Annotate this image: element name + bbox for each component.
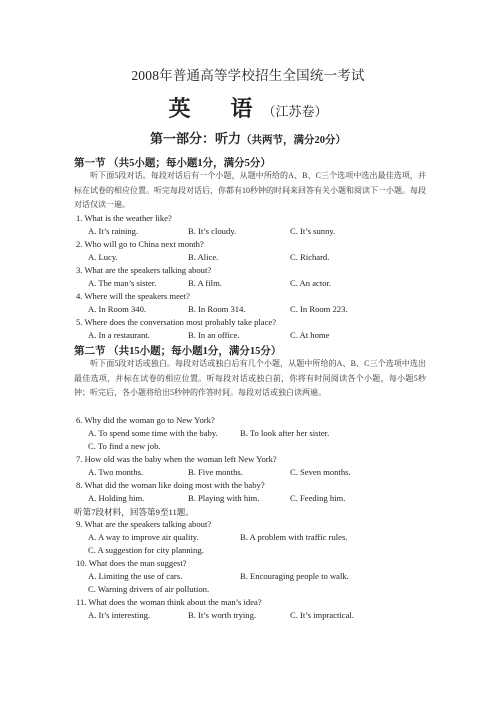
q4-option-b: B. In Room 314. — [188, 304, 246, 314]
q7-option-a: A. Two months. — [88, 467, 144, 477]
material-7-note: 听第7段材料，回答第9至11题。 — [74, 507, 194, 517]
question-3: 3. What are the speakers talking about? — [76, 265, 212, 275]
region-label: （江苏卷） — [262, 104, 328, 119]
q6-option-b: B. To look after her sister. — [240, 428, 330, 438]
q2-option-c: C. Richard. — [290, 252, 330, 262]
q5-option-a: A. In a restaurant. — [88, 330, 150, 340]
q8-option-c: C. Feeding him. — [290, 493, 346, 503]
q8-option-b: B. Playing with him. — [188, 493, 260, 503]
q10-option-c: C. Warning drivers of air pollution. — [88, 584, 210, 594]
q5-option-c: C. At home — [290, 330, 330, 340]
question-5: 5. Where does the conversation most probably take place? — [76, 317, 277, 327]
q11-option-c: C. It’s impractical. — [290, 610, 354, 620]
part-title-main: 第一部分：听力 — [149, 131, 241, 146]
q7-option-c: C. Seven months. — [290, 467, 351, 477]
q8-option-a: A. Holding him. — [88, 493, 145, 503]
question-10: 10. What does the man suggest? — [76, 558, 187, 568]
q6-option-a: A. To spend some time with the baby. — [88, 428, 218, 438]
q1-option-c: C. It’s sunny. — [290, 226, 336, 236]
section1-heading: 第一节 （共5小题；每小题1分，满分5分） — [74, 158, 271, 169]
question-8: 8. What did the woman like doing most with the baby? — [76, 480, 265, 490]
question-2: 2. Who will go to China next month? — [76, 239, 204, 249]
q3-option-b: B. A film. — [188, 278, 222, 288]
q2-option-b: B. Alice. — [188, 252, 219, 262]
q9-option-a: A. A way to improve air quality. — [88, 532, 199, 542]
q4-option-c: C. In Room 223. — [290, 304, 348, 314]
question-9: 9. What are the speakers talking about? — [76, 519, 212, 529]
q9-option-c: C. A suggestion for city planning. — [88, 545, 204, 555]
question-11: 11. What does the woman think about the man’s idea? — [76, 597, 262, 607]
q3-option-c: C. An actor. — [290, 278, 332, 288]
section2-instructions: 听下面5段对话或独白。每段对话或独白后有几个小题，从题中所给的A、B、C三个选项中选出最佳选项，并标在试卷的相应位置。听每段对话或独白前，你将有时间阅读各个小题，每小题5秒钟；听完后，各小题将给出5秒钟的作答时间。每段对话或独白读两遍。 — [74, 359, 426, 398]
q7-option-b: B. Five months. — [188, 467, 243, 477]
question-1: 1. What is the weather like? — [76, 213, 172, 223]
q2-option-a: A. Lucy. — [88, 252, 118, 262]
subject-char-1: 英 — [168, 96, 191, 121]
q9-option-b: B. A problem with traffic rules. — [240, 532, 348, 542]
q10-option-b: B. Encouraging people to walk. — [240, 571, 349, 581]
q4-option-a: A. In Room 340. — [88, 304, 147, 314]
question-6: 6. Why did the woman go to New York? — [76, 415, 215, 425]
question-4: 4. Where will the speakers meet? — [76, 291, 190, 301]
q1-option-a: A. It’s raining. — [88, 226, 139, 236]
q3-option-a: A. The man’s sister. — [88, 278, 157, 288]
q11-option-a: A. It’s interesting. — [88, 610, 151, 620]
section2-heading: 第二节 （共15小题；每小题1分，满分15分） — [74, 346, 282, 357]
q11-option-b: B. It’s worth trying. — [188, 610, 257, 620]
section1-instructions: 听下面5段对话。每段对话后有一个小题，从题中所给的A、B、C三个选项中选出最佳选项，并标在试卷的相应位置。听完每段对话后，你都有10秒钟的时间来回答有关小题和阅读下一小题。每段对话仅读一遍。 — [74, 171, 426, 210]
subject-heading — [0, 92, 496, 123]
part-title — [0, 128, 496, 147]
exam-title: 2008年普通高等学校招生全国统一考试 — [131, 68, 365, 83]
question-7: 7. How old was the baby when the woman left New York? — [76, 454, 277, 464]
subject-char-2: 语 — [230, 96, 253, 121]
q10-option-a: A. Limiting the use of cars. — [88, 571, 183, 581]
q6-option-c: C. To find a new job. — [88, 441, 161, 451]
q5-option-b: B. In an office. — [188, 330, 240, 340]
q1-option-b: B. It’s cloudy. — [188, 226, 237, 236]
part-title-note: （共两节，满分20分） — [241, 135, 346, 146]
